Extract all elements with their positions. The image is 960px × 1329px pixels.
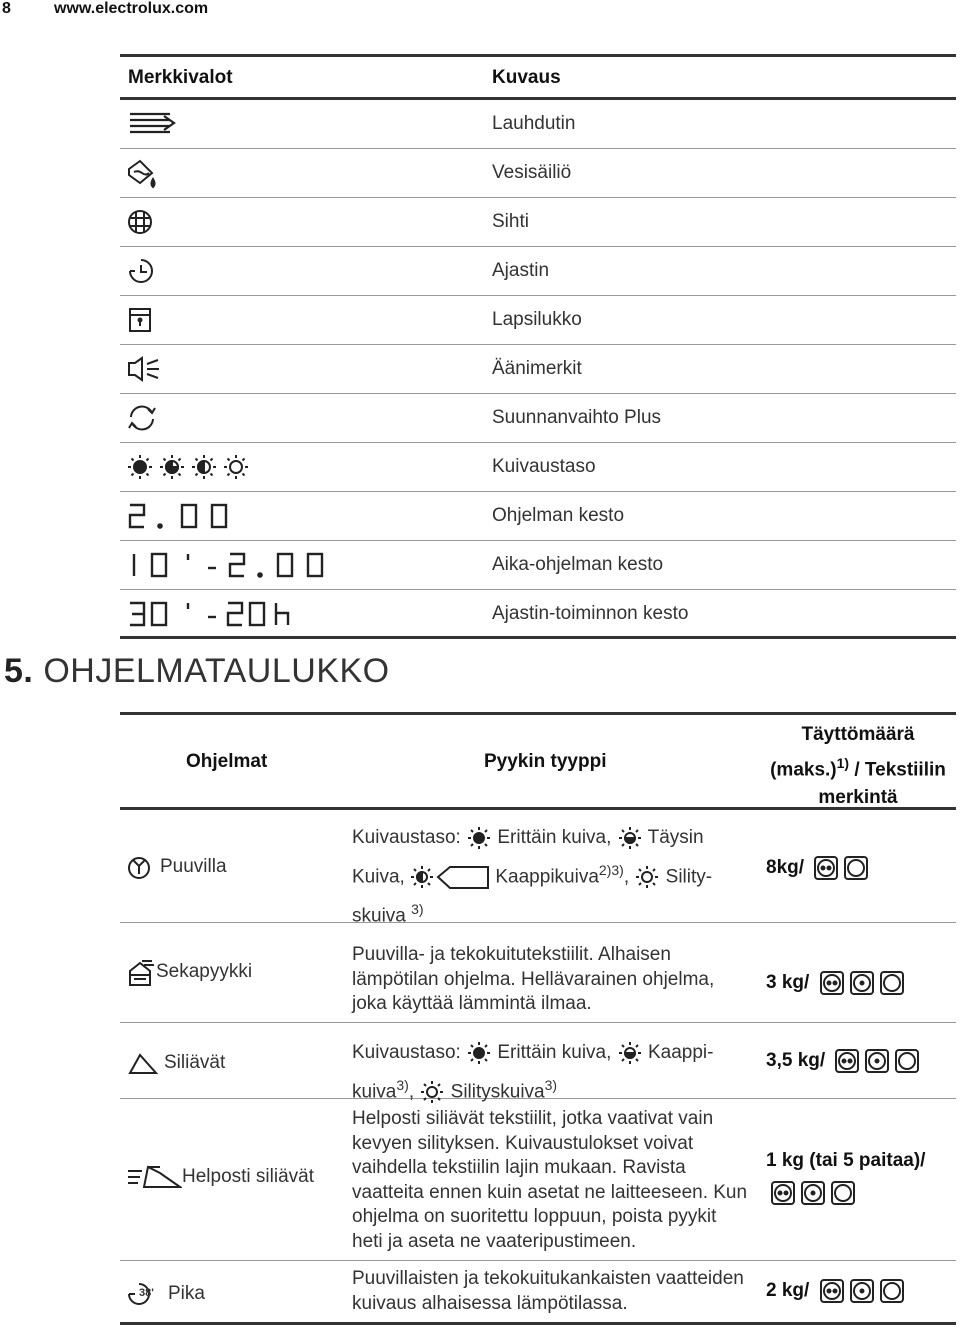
iron-dry-label-cont: skuiva bbox=[352, 905, 406, 927]
timer-icon bbox=[126, 255, 156, 287]
footnote: 3) bbox=[411, 901, 424, 918]
water-tank-icon bbox=[126, 157, 160, 189]
indicator-row bbox=[120, 345, 956, 394]
load-value: 3 kg/ bbox=[766, 972, 810, 993]
indicator-row bbox=[120, 247, 956, 296]
tumble-dry-icon bbox=[894, 1048, 920, 1074]
load-value: 1 kg (tai 5 paitaa)/ bbox=[766, 1150, 926, 1171]
section-title-text: OHJELMATAULUKKO bbox=[43, 652, 390, 690]
program-load bbox=[766, 852, 869, 884]
cupboard-dry-icon bbox=[410, 864, 490, 890]
load-value: 3,5 kg/ bbox=[766, 1050, 826, 1071]
program-name-cell bbox=[126, 1163, 314, 1191]
indicator-row bbox=[120, 198, 956, 247]
col-load-rest: / Tekstiilin merkintä bbox=[818, 759, 946, 809]
indicator-label: Vesisäiliö bbox=[492, 162, 572, 183]
program-load bbox=[766, 967, 905, 999]
indicator-row bbox=[120, 100, 956, 149]
program-name-cell bbox=[126, 1051, 225, 1075]
tumble-dry-low-icon bbox=[849, 1278, 875, 1304]
easy-care-icon bbox=[126, 1051, 160, 1075]
extra-dry-label: Erittäin kuiva, bbox=[497, 827, 612, 848]
tumble-dry-low-icon bbox=[849, 970, 875, 996]
indicator-label: Lauhdutin bbox=[492, 113, 576, 134]
col-description-header: Kuvaus bbox=[492, 67, 561, 88]
program-name-cell bbox=[126, 1281, 205, 1307]
tumble-dry-icon bbox=[879, 1278, 905, 1304]
display-program-duration bbox=[126, 500, 236, 532]
footnote: 2)3) bbox=[598, 862, 624, 878]
indicator-row bbox=[120, 492, 956, 541]
section-number: 5. bbox=[4, 652, 34, 690]
tumble-dry-icon bbox=[830, 1180, 856, 1206]
cupboard-dry-label-cont: kuiva bbox=[352, 1081, 397, 1103]
tumble-dry-high-icon bbox=[819, 1278, 845, 1304]
col-load-title: Täyttömäärä (maks.) bbox=[770, 724, 915, 781]
program-name: Sekapyykki bbox=[156, 961, 253, 982]
footnote: 3) bbox=[396, 1077, 409, 1093]
tumble-dry-high-icon bbox=[819, 970, 845, 996]
quick-icon-label: 38' bbox=[139, 1287, 154, 1299]
load-value: 8kg/ bbox=[766, 857, 805, 878]
program-description bbox=[352, 1037, 752, 1108]
program-row-sekapyykki bbox=[120, 923, 956, 1023]
indicator-row bbox=[120, 296, 956, 345]
tumble-dry-symbols bbox=[813, 855, 869, 881]
indicator-row bbox=[120, 541, 956, 590]
load-value: 2 kg/ bbox=[766, 1280, 810, 1301]
program-table-header bbox=[120, 712, 956, 810]
quick-icon bbox=[126, 1281, 162, 1307]
indicator-label: Äänimerkit bbox=[492, 358, 582, 379]
cupboard-dry-label: Kaappi- bbox=[647, 1042, 714, 1063]
section-title bbox=[4, 652, 390, 691]
iron-dry-label: Sility- bbox=[665, 866, 713, 888]
separator: , bbox=[408, 1081, 420, 1103]
child-lock-icon bbox=[126, 304, 154, 336]
tumble-dry-high-icon bbox=[770, 1180, 796, 1206]
indicator-label: Suunnanvaihto Plus bbox=[492, 407, 662, 428]
program-name-cell bbox=[126, 957, 252, 987]
tumble-dry-symbols bbox=[770, 1180, 856, 1206]
display-delay-duration bbox=[126, 598, 306, 630]
col-symbol-header: Merkkivalot bbox=[128, 67, 233, 88]
indicator-table bbox=[120, 54, 956, 639]
iron-dry-icon bbox=[634, 865, 660, 889]
tumble-dry-icon bbox=[843, 855, 869, 881]
page-number: 8 bbox=[2, 0, 11, 17]
fully-dry-label: Täysin bbox=[647, 827, 704, 848]
tumble-dry-low-icon bbox=[864, 1048, 890, 1074]
program-name-cell bbox=[126, 854, 227, 880]
mixed-icon bbox=[126, 957, 156, 987]
program-description: Puuvillaisten ja tekokuitukankaisten vaatteiden kuivaus alhaisessa lämpötilassa. bbox=[352, 1268, 744, 1314]
buzzer-icon bbox=[126, 353, 162, 385]
footnote: 3) bbox=[544, 1077, 558, 1093]
dryness-label: Kuivaustaso: bbox=[352, 827, 461, 848]
condenser-icon bbox=[126, 108, 180, 140]
iron-dry-label: Silityskuiva bbox=[450, 1081, 545, 1103]
dryness-label: Kuivaustaso: bbox=[352, 1042, 461, 1063]
indicator-label: Aika-ohjelman kesto bbox=[492, 554, 664, 575]
indicator-table-header bbox=[120, 54, 956, 100]
program-description: Helposti siliävät tekstiilit, jotka vaativat vain kevyen silityksen. Kuivaustulokset voivat vaihdella tekstiilin lajin mukaan. Ravista vaatteita ennen kuin asetat ne laitteeseen. Kun ohjelma on suoritettu loppuun, poista pyykit heti ja aseta ne vaateripustimeen. bbox=[352, 1108, 748, 1252]
col-load-footnote: 1) bbox=[836, 755, 850, 771]
program-load bbox=[766, 1145, 936, 1209]
page-header bbox=[0, 0, 960, 20]
col-program-header: Ohjelmat bbox=[186, 751, 268, 772]
dryness-level-icons bbox=[126, 451, 254, 483]
site-url: www.electrolux.com bbox=[54, 0, 209, 17]
indicator-label: Kuivaustaso bbox=[492, 456, 596, 477]
tumble-dry-high-icon bbox=[813, 855, 839, 881]
indicator-label: Sihti bbox=[492, 211, 529, 232]
tumble-dry-symbols bbox=[819, 970, 905, 996]
program-load bbox=[766, 1275, 905, 1307]
extra-dry-label: Erittäin kuiva, bbox=[497, 1042, 612, 1063]
program-description: Puuvilla- ja tekokuitutekstiilit. Alhaisen lämpötilan ohjelma. Hellävarainen ohjelma, joka käyttää lämmintä ilmaa. bbox=[352, 944, 715, 1014]
cupboard-dry-label: Kaappikuiva bbox=[495, 866, 599, 888]
tumble-dry-low-icon bbox=[800, 1180, 826, 1206]
program-row-helposti-silievat bbox=[120, 1099, 956, 1261]
tumble-dry-symbols bbox=[834, 1048, 920, 1074]
extra-dry-icon bbox=[466, 1041, 492, 1065]
indicator-label: Lapsilukko bbox=[492, 309, 582, 330]
indicator-row bbox=[120, 149, 956, 198]
tumble-dry-icon bbox=[879, 970, 905, 996]
indicator-label: Ajastin bbox=[492, 260, 550, 281]
fully-dry-icon bbox=[617, 826, 643, 850]
cupboard-dry-icon bbox=[617, 1041, 643, 1065]
program-row-puuvilla bbox=[120, 810, 956, 927]
col-type-header: Pyykin tyyppi bbox=[484, 751, 607, 772]
indicator-label: Ohjelman kesto bbox=[492, 505, 625, 526]
program-name: Puuvilla bbox=[160, 856, 227, 877]
fully-dry-label-cont: Kuiva, bbox=[352, 866, 405, 888]
program-row-silievat bbox=[120, 1023, 956, 1103]
program-name: Helposti siliävät bbox=[182, 1166, 314, 1187]
indicator-row bbox=[120, 394, 956, 443]
program-description bbox=[352, 822, 752, 933]
reverse-plus-icon bbox=[126, 402, 158, 434]
cotton-icon bbox=[126, 854, 152, 880]
display-time-program-duration bbox=[126, 549, 336, 581]
easy-iron-icon bbox=[126, 1163, 182, 1191]
indicator-row bbox=[120, 443, 956, 492]
program-load bbox=[766, 1045, 920, 1077]
filter-icon bbox=[126, 206, 154, 238]
col-load-header bbox=[760, 721, 956, 812]
program-row-pika bbox=[120, 1261, 956, 1325]
indicator-row bbox=[120, 590, 956, 639]
program-name: Pika bbox=[168, 1283, 205, 1304]
extra-dry-icon bbox=[466, 826, 492, 850]
program-name: Siliävät bbox=[164, 1052, 226, 1073]
program-table bbox=[120, 712, 956, 1325]
indicator-label: Ajastin-toiminnon kesto bbox=[492, 603, 689, 624]
tumble-dry-symbols bbox=[819, 1278, 905, 1304]
separator: , bbox=[623, 866, 635, 888]
tumble-dry-high-icon bbox=[834, 1048, 860, 1074]
